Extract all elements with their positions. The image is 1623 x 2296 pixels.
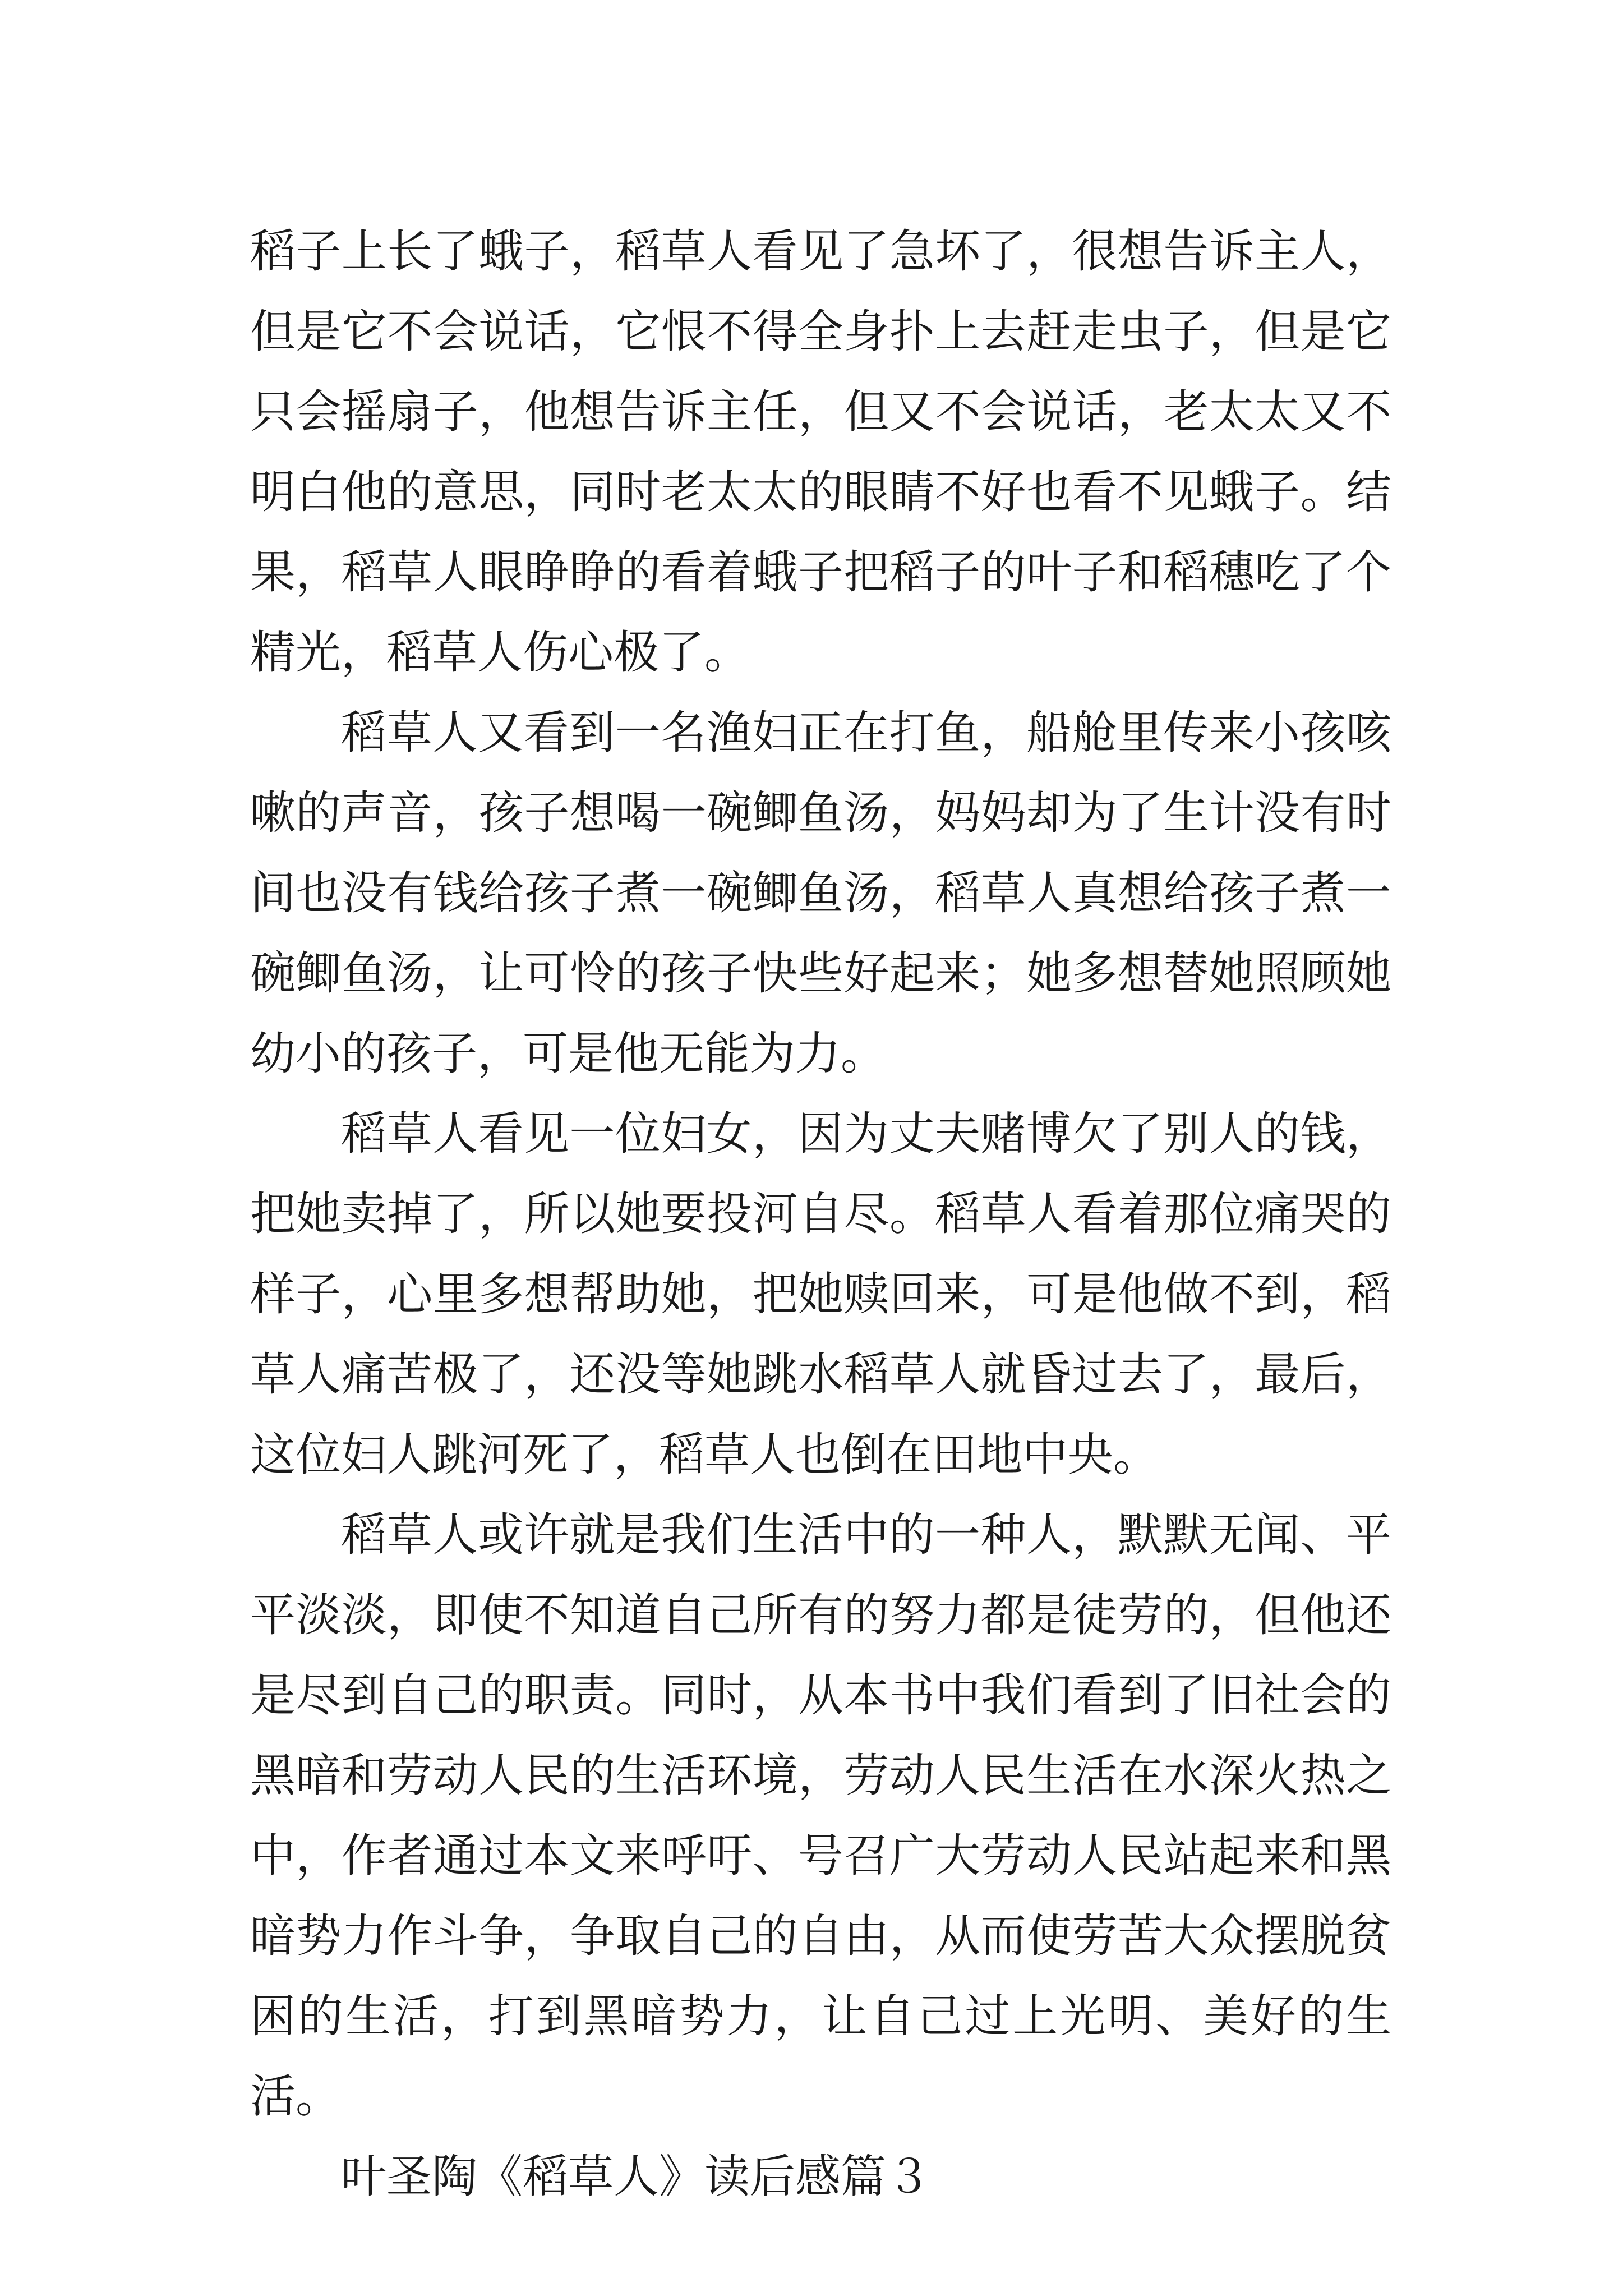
paragraph-2: 稻草人又看到一名渔妇正在打鱼，船舱里传来小孩咳嗽的声音，孩子想喝一碗鲫鱼汤，妈妈却为了生计没有时间也没有钱给孩子煮一碗鲫鱼汤，稻草人真想给孩子煮一碗鲫鱼汤，让可怜的孩子快些好起来；她多想替她照顾她幼小的孩子，可是他无能为力。 <box>250 707 1391 1080</box>
paragraph-4: 稻草人或许就是我们生活中的一种人，默默无闻、平平淡淡，即使不知道自己所有的努力都是徒劳的，但他还是尽到自己的职责。同时，从本书中我们看到了旧社会的黑暗和劳动人民的生活环境，劳动人民生活在水深火热之中，作者通过本文来呼吁、号召广大劳动人民站起来和黑暗势力作斗争，争取自己的自由，从而使劳苦大众摆脱贫困的生活，打到黑暗势力，让自己过上光明、美好的生活。 <box>250 1509 1391 2123</box>
paragraph-1: 稻子上长了蛾子，稻草人看见了急坏了，很想告诉主人，但是它不会说话，它恨不得全身扑上去赶走虫子，但是它只会摇扇子，他想告诉主任，但又不会说话，老太太又不明白他的意思，同时老太太的眼睛不好也看不见蛾子。结果，稻草人眼睁睁的看着蛾子把稻子的叶子和稻穗吃了个精光，稻草人伤心极了。 <box>250 226 1391 679</box>
document-body <box>250 212 1391 2217</box>
section-heading: 叶圣陶《稻草人》读后感篇３ <box>341 2151 932 2203</box>
paragraph-3: 稻草人看见一位妇女，因为丈夫赌博欠了别人的钱，把她卖掉了，所以她要投河自尽。稻草人看着那位痛哭的样子，心里多想帮助她，把她赎回来，可是他做不到，稻草人痛苦极了，还没等她跳水稻草人就昏过去了，最后，这位妇人跳河死了，稻草人也倒在田地中央。 <box>250 1108 1391 1481</box>
